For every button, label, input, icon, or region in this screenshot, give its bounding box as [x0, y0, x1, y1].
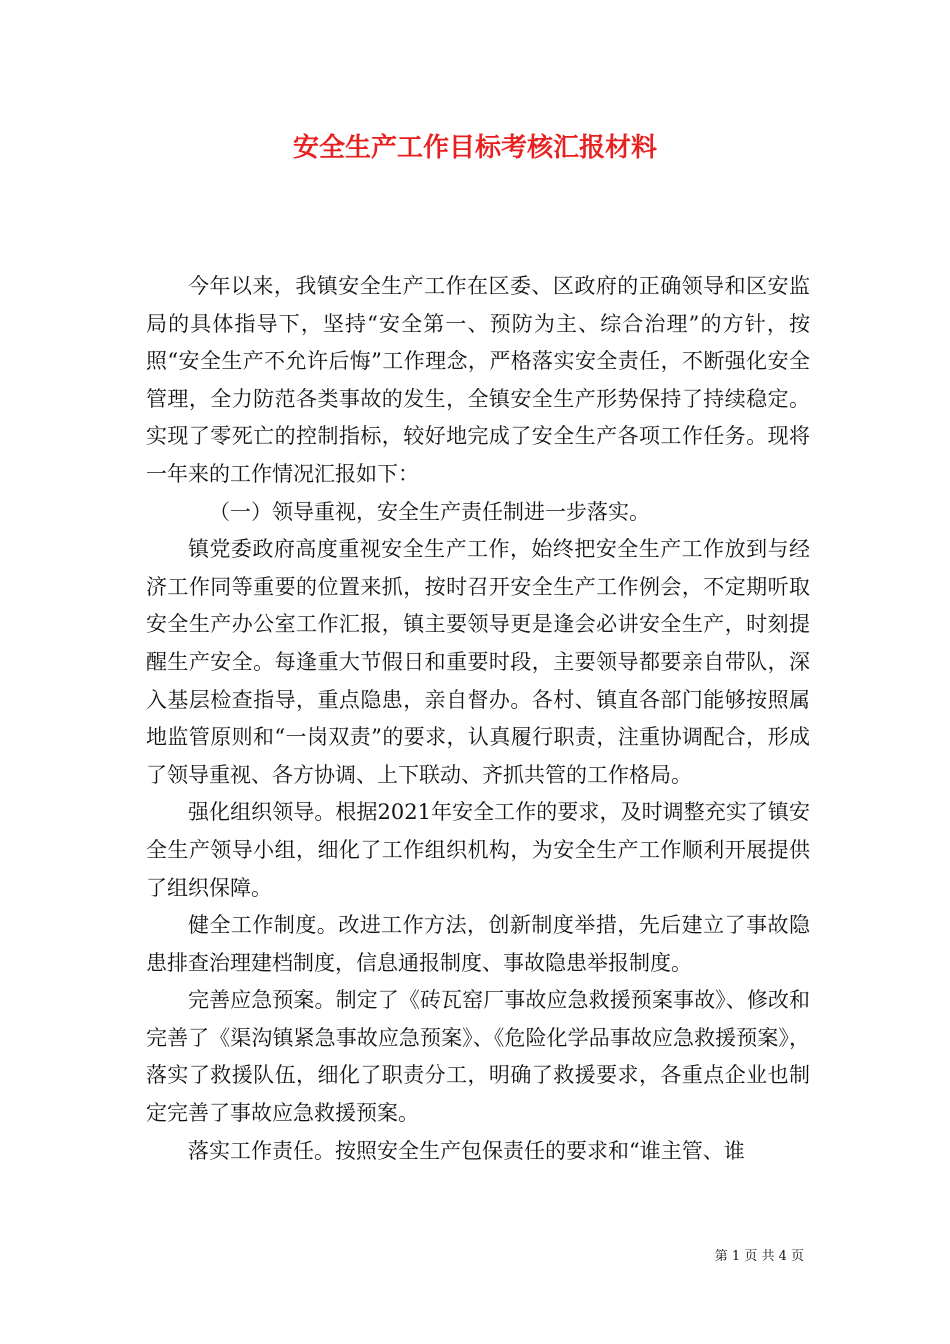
section-heading-1: （一）领导重视，安全生产责任制进一步落实。	[209, 499, 650, 524]
paragraph-system: 健全工作制度。改进工作方法，创新制度举措，先后建立了事故隐患排查治理建档制度，信息通报制度、事故隐患举报制度。	[146, 913, 810, 975]
paragraph-leadership: 镇党委政府高度重视安全生产工作，始终把安全生产工作放到与经济工作同等重要的位置来抓，按时召开安全生产工作例会，不定期听取安全生产办公室工作汇报，镇主要领导更是逢会必讲安全生产，时刻提醒生产安全。每逢重大节假日和重要时段，主要领导都要亲自带队，深入基层检查指导，重点隐患，亲自督办。各村、镇直各部门能够按照属地监管原则和“一岗双责”的要求，认真履行职责，注重协调配合，形成了领导重视、各方协调、上下联动、齐抓共管的工作格局。	[146, 537, 810, 787]
document-body	[146, 268, 810, 1170]
paragraph-organization: 强化组织领导。根据2021年安全工作的要求，及时调整充实了镇安全生产领导小组，细化了工作组织机构，为安全生产工作顺利开展提供了组织保障。	[146, 800, 810, 900]
paragraph-emergency-plan: 完善应急预案。制定了《砖瓦窑厂事故应急救援预案事故》、修改和完善了《渠沟镇紧急事故应急预案》、《危险化学品事故应急救援预案》，落实了救援队伍，细化了职责分工，明确了救援要求，各重点企业也制定完善了事故应急救援预案。	[146, 988, 810, 1126]
document-title: 安全生产工作目标考核汇报材料	[292, 133, 657, 163]
page-number: 第 1 页 共 4 页	[714, 1249, 804, 1264]
paragraph-responsibility: 落实工作责任。按照安全生产包保责任的要求和“谁主管、谁	[188, 1138, 745, 1163]
paragraph-intro: 今年以来，我镇安全生产工作在区委、区政府的正确领导和区安监局的具体指导下，坚持“安全第一、预防为主、综合治理”的方针，按照“安全生产不允许后悔”工作理念，严格落实安全责任，不断强化安全管理，全力防范各类事故的发生，全镇安全生产形势保持了持续稳定。实现了零死亡的控制指标，较好地完成了安全生产各项工作任务。现将一年来的工作情况汇报如下：	[146, 274, 810, 486]
